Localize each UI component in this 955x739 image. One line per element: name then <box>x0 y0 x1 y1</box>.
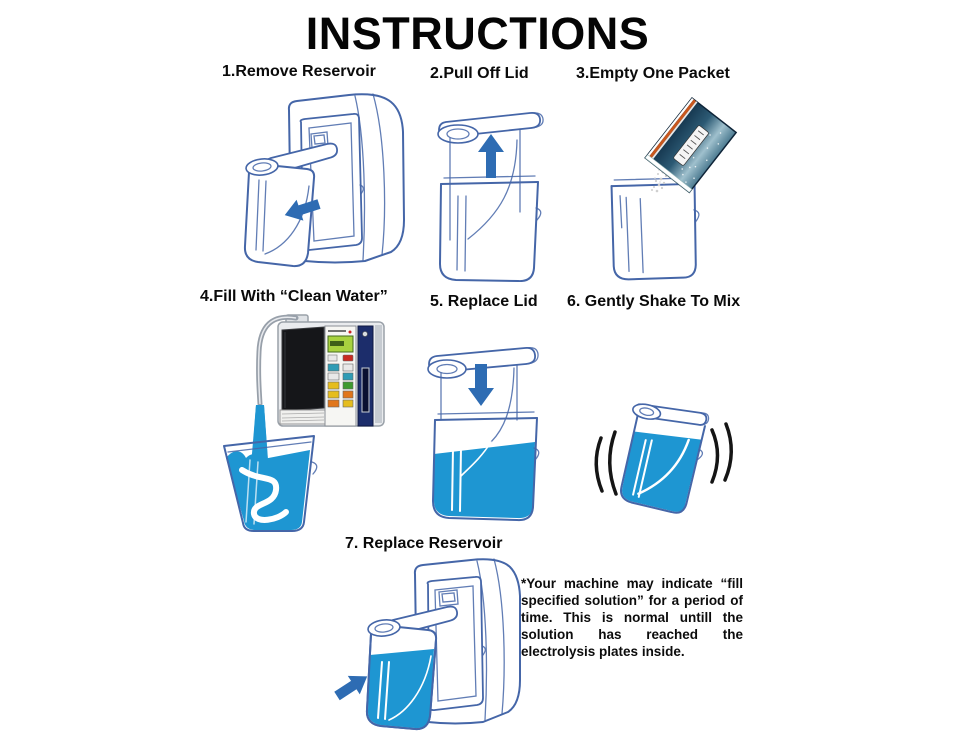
step-5-label: 5. Replace Lid <box>430 293 538 310</box>
machine-replace-reservoir-illustration <box>331 554 521 732</box>
machine-remove-reservoir-illustration <box>215 88 415 280</box>
page-title: INSTRUCTIONS <box>305 8 650 59</box>
step-3-label: 3.Empty One Packet <box>576 65 730 82</box>
reservoir-with-water-icon <box>614 398 711 515</box>
step-2-label: 2.Pull Off Lid <box>430 65 529 82</box>
reservoir-with-water-icon <box>433 412 539 520</box>
step-7-label: 7. Replace Reservoir <box>345 535 503 552</box>
note-text: *Your machine may indicate “fill specified solution” for a period of time. This is normal untill the solution has reached the electrolysis plates inside. <box>521 576 743 659</box>
machine-filling-reservoir-illustration <box>216 310 396 534</box>
step-6-label: 6. Gently Shake To Mix <box>567 293 741 310</box>
ionizer-machine-photo-icon <box>278 315 384 426</box>
push-down-arrow-icon <box>468 364 494 406</box>
reservoir-shake-illustration <box>585 380 742 522</box>
packet-pour-into-reservoir-illustration <box>592 84 748 286</box>
step-4-label: 4.Fill With “Clean Water” <box>200 288 388 305</box>
pull-up-arrow-icon <box>478 134 504 178</box>
reservoir-icon <box>440 176 541 281</box>
step-1-label: 1.Remove Reservoir <box>222 63 376 80</box>
reservoir-lid-push-down-illustration <box>421 330 559 522</box>
reservoir-lid-pull-up-illustration <box>428 92 554 282</box>
